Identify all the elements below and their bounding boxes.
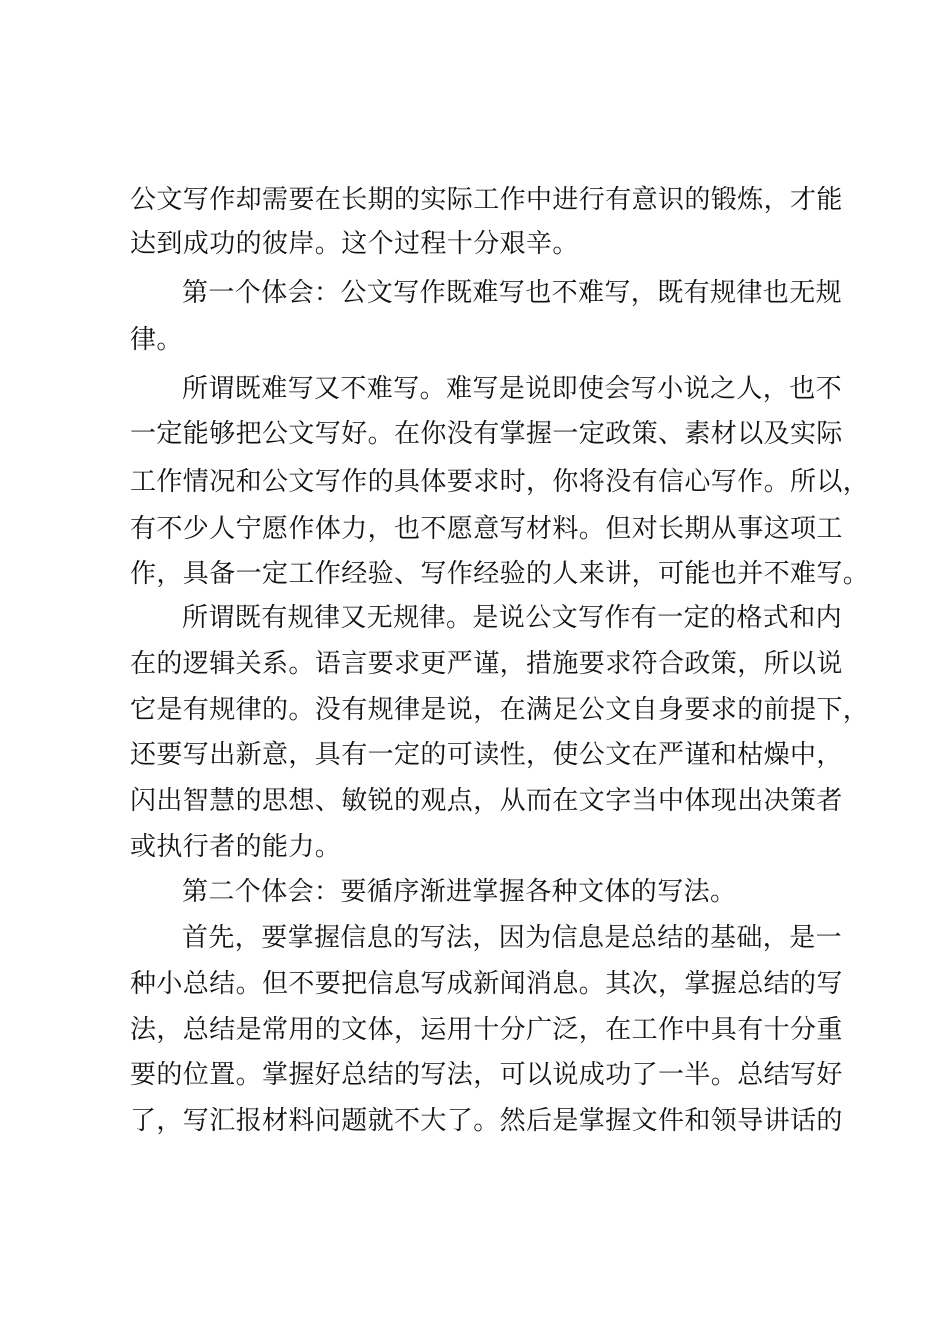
- text-line: 还要写出新意，具有一定的可读性，使公文在严谨和枯燥中，: [130, 740, 843, 770]
- text-line: 作，具备一定工作经验、写作经验的人来讲，可能也并不难写。: [130, 559, 870, 589]
- text-line: 第一个体会：公文写作既难写也不难写，既有规律也无规: [182, 278, 843, 308]
- text-line: 所谓既难写又不难写。难写是说即使会写小说之人，也不: [182, 374, 843, 404]
- text-line: 闪出智慧的思想、敏锐的观点，从而在文字当中体现出决策者: [130, 786, 843, 816]
- text-line: 或执行者的能力。: [130, 832, 342, 862]
- text-line: 在的逻辑关系。语言要求更严谨，措施要求符合政策，所以说: [130, 649, 843, 679]
- text-line: 了，写汇报材料问题就不大了。然后是掌握文件和领导讲话的: [130, 1106, 843, 1136]
- text-line: 首先，要掌握信息的写法，因为信息是总结的基础，是一: [182, 923, 843, 953]
- text-line: 工作情况和公文写作的具体要求时，你将没有信心写作。所以，: [130, 467, 870, 497]
- text-line: 要的位置。掌握好总结的写法，可以说成功了一半。总结写好: [130, 1060, 843, 1090]
- text-line: 第二个体会：要循序渐进掌握各种文体的写法。: [182, 877, 737, 907]
- text-line: 律。: [130, 325, 183, 355]
- text-line: 种小总结。但不要把信息写成新闻消息。其次，掌握总结的写: [130, 969, 843, 999]
- text-line: 一定能够把公文写好。在你没有掌握一定政策、素材以及实际: [130, 419, 843, 449]
- text-line: 它是有规律的。没有规律是说，在满足公文自身要求的前提下，: [130, 695, 870, 725]
- text-line: 有不少人宁愿作体力，也不愿意写材料。但对长期从事这项工: [130, 514, 843, 544]
- text-line: 所谓既有规律又无规律。是说公文写作有一定的格式和内: [182, 603, 843, 633]
- text-line: 达到成功的彼岸。这个过程十分艰辛。: [130, 229, 579, 259]
- text-line: 法，总结是常用的文体，运用十分广泛，在工作中具有十分重: [130, 1015, 843, 1045]
- text-line: 公文写作却需要在长期的实际工作中进行有意识的锻炼，才能: [130, 185, 843, 215]
